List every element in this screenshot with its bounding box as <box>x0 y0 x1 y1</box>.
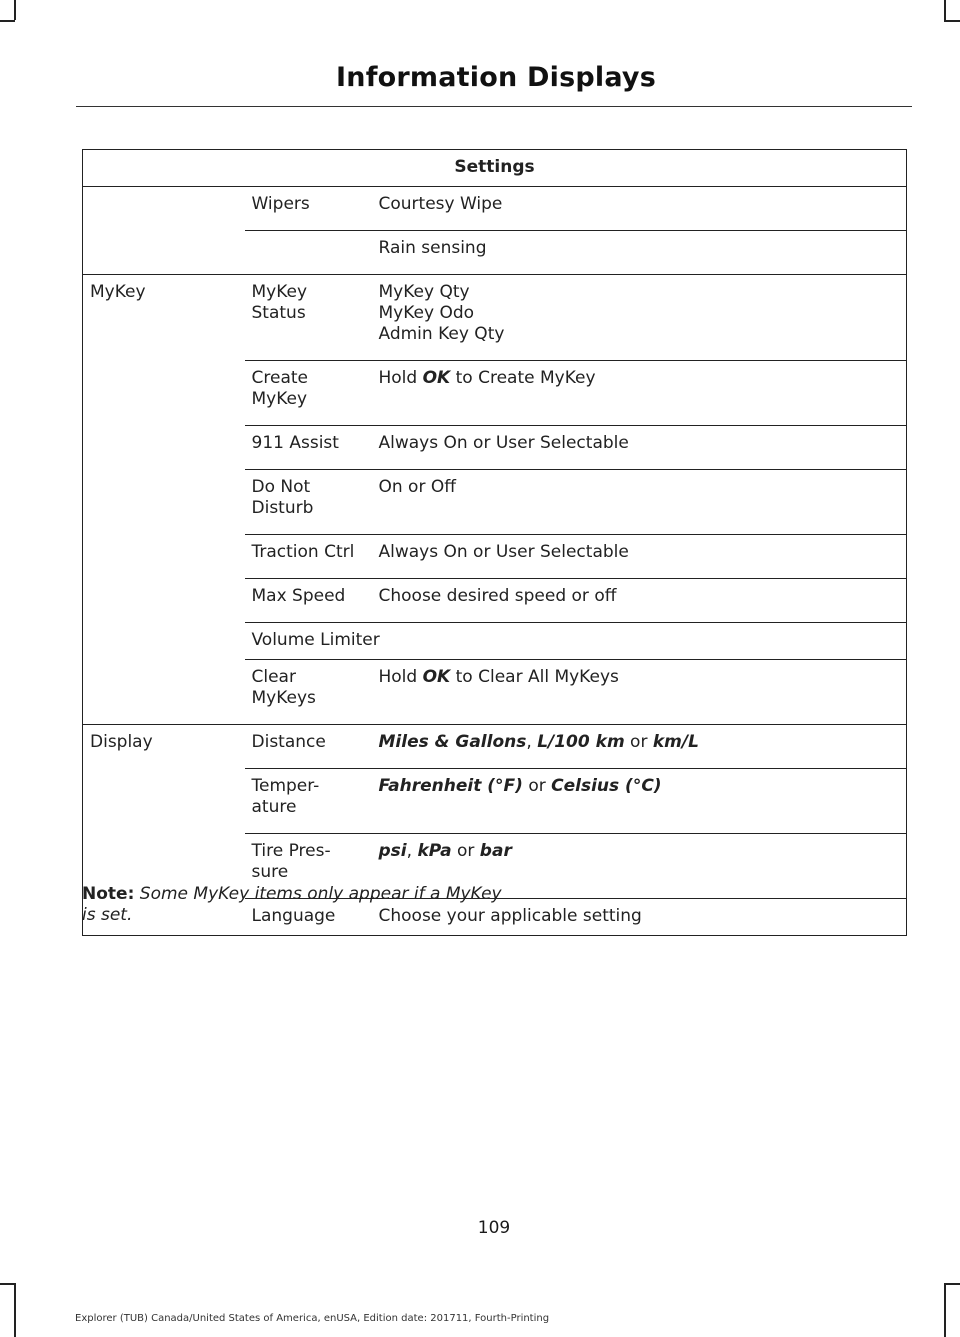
unit-option: kPa <box>417 841 452 861</box>
table-row <box>83 725 907 769</box>
item-cell: Do Not Disturb <box>245 470 372 535</box>
value-text: Hold <box>378 368 423 388</box>
table-caption: Settings <box>83 150 907 187</box>
crop-mark-bottom-right-h <box>944 1283 960 1285</box>
ok-emphasis: OK <box>422 667 451 687</box>
crop-mark-bottom-left-h <box>0 1283 15 1285</box>
value-cell <box>372 769 907 834</box>
value-cell: Choose desired speed or off <box>372 579 907 623</box>
item-cell: MyKey Status <box>245 275 372 361</box>
table-row <box>83 275 907 361</box>
page-title: Information Displays <box>336 62 656 93</box>
unit-option: Fahrenheit (°F) <box>378 776 523 796</box>
note <box>82 884 502 926</box>
value-cell: Rain sensing <box>372 231 907 275</box>
unit-option: Celsius (°C) <box>551 776 662 796</box>
category-cell: MyKey <box>83 275 245 725</box>
category-cell <box>83 187 245 275</box>
category-cell: Display <box>83 725 245 936</box>
note-text: Some MyKey items only appear if a MyKey is set. <box>82 884 502 925</box>
value-line: MyKey Qty <box>378 282 470 302</box>
title-rule <box>76 106 912 107</box>
value-text: or <box>451 841 480 861</box>
value-line: Admin Key Qty <box>378 324 505 344</box>
footer-edition: Explorer (TUB) Canada/United States of America, enUSA, Edition date: 201711, Fourth-Printing <box>75 1313 550 1324</box>
crop-mark-top-right-h <box>944 20 960 22</box>
item-cell: Clear MyKeys <box>245 660 372 725</box>
table-header-row <box>83 150 907 187</box>
unit-option: Miles & Gallons <box>378 732 527 752</box>
crop-mark-bottom-left-v <box>14 1283 16 1337</box>
value-text: , <box>526 732 538 752</box>
item-cell: Distance <box>245 725 372 769</box>
value-line: MyKey Odo <box>378 303 475 323</box>
value-cell: Choose your applicable setting <box>372 899 907 936</box>
value-text: to Clear All MyKeys <box>450 667 619 687</box>
item-cell: 911 Assist <box>245 426 372 470</box>
item-cell: Temper- ature <box>245 769 372 834</box>
value-text: or <box>624 732 653 752</box>
value-text: Hold <box>378 667 423 687</box>
ok-emphasis: OK <box>422 368 451 388</box>
item-cell: Wipers <box>245 187 372 231</box>
crop-mark-top-right-v <box>944 0 946 20</box>
unit-option: psi <box>378 841 407 861</box>
crop-mark-bottom-right-v <box>944 1283 946 1337</box>
item-cell: Tire Pres- sure <box>245 834 372 899</box>
item-cell: Traction Ctrl <box>245 535 372 579</box>
value-cell: Courtesy Wipe <box>372 187 907 231</box>
value-cell <box>372 361 907 426</box>
value-cell: Always On or User Selectable <box>372 426 907 470</box>
unit-option: km/L <box>652 732 699 752</box>
crop-mark-top-left-h <box>0 20 15 22</box>
value-cell <box>372 275 907 361</box>
item-cell: Create MyKey <box>245 361 372 426</box>
settings-table <box>82 149 907 936</box>
value-cell <box>372 725 907 769</box>
value-text: , <box>406 841 418 861</box>
value-cell: Always On or User Selectable <box>372 535 907 579</box>
note-label: Note: <box>82 884 135 904</box>
page-number: 109 <box>477 1218 511 1238</box>
item-cell: Language <box>245 899 372 936</box>
item-cell <box>245 231 372 275</box>
value-cell: On or Off <box>372 470 907 535</box>
value-text: to Create MyKey <box>450 368 596 388</box>
unit-option: L/100 km <box>537 732 625 752</box>
unit-option: bar <box>479 841 512 861</box>
item-cell: Max Speed <box>245 579 372 623</box>
table-row <box>83 187 907 231</box>
crop-mark-top-left-v <box>14 0 16 20</box>
item-cell: Volume Limiter <box>245 623 907 660</box>
value-cell <box>372 660 907 725</box>
value-text: or <box>522 776 552 796</box>
